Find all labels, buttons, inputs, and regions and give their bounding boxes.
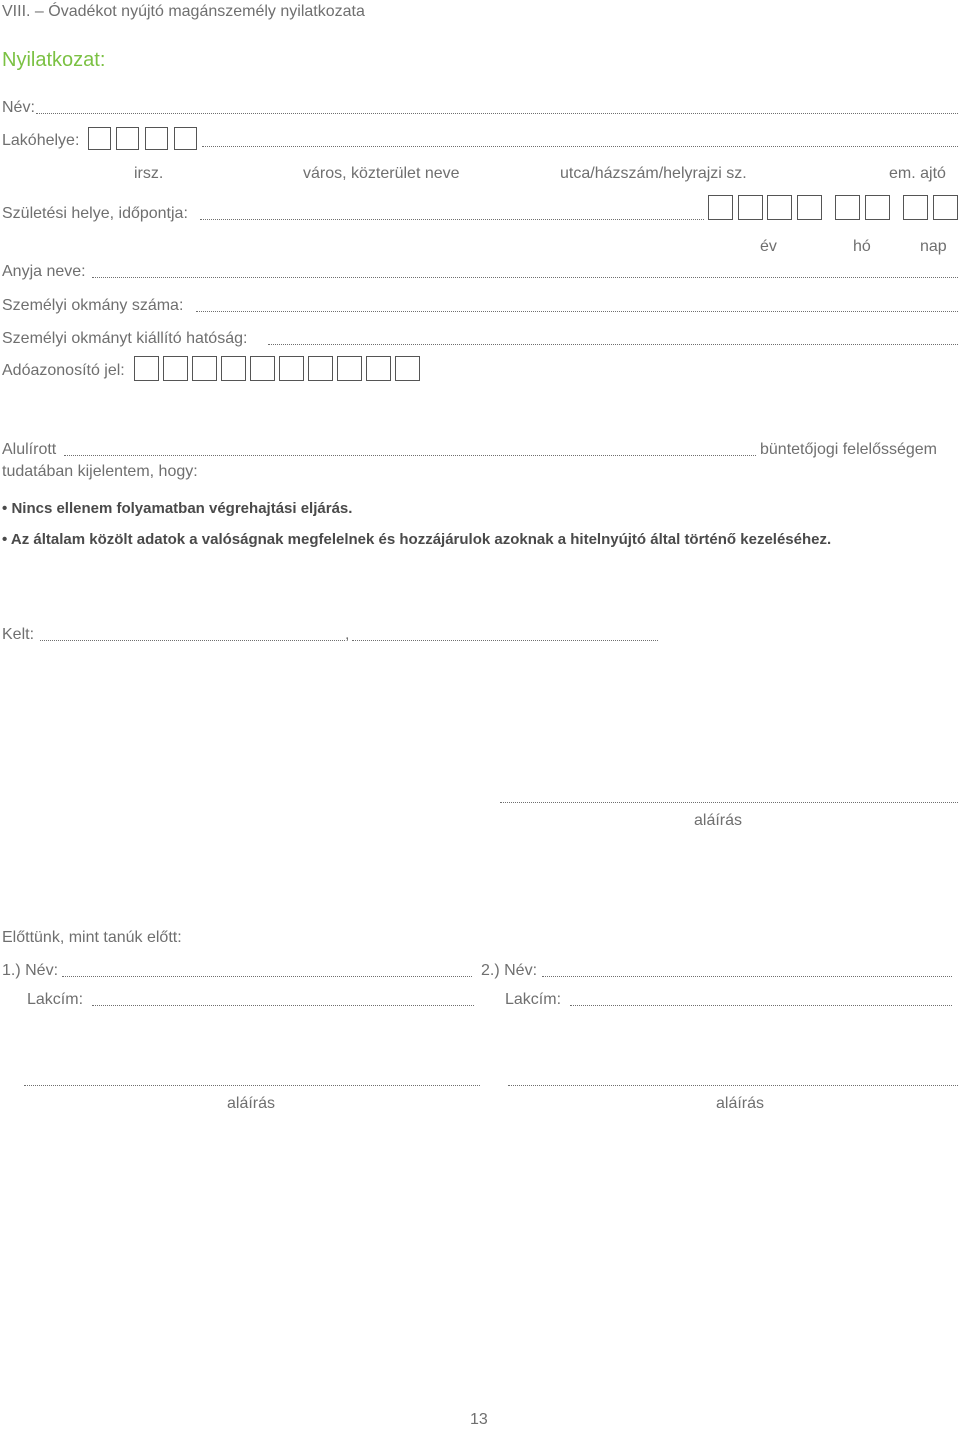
tax-id-box-3[interactable]	[192, 356, 217, 381]
name-label: Név:	[2, 99, 35, 116]
undersigned-name-field[interactable]	[64, 455, 756, 456]
mother-name-label: Anyja neve:	[2, 263, 86, 280]
postcode-box-2[interactable]	[116, 127, 139, 150]
tax-id-box-8[interactable]	[337, 356, 362, 381]
bullet-text-1: Nincs ellenem folyamatban végrehajtási eljárás.	[11, 500, 353, 517]
postcode-box-3[interactable]	[145, 127, 168, 150]
postcode-box-4[interactable]	[174, 127, 197, 150]
year-box-3[interactable]	[767, 195, 792, 220]
postcode-sublabel: irsz.	[134, 165, 164, 182]
witness2-name-label: 2.) Név:	[481, 962, 538, 979]
page-number: 13	[470, 1411, 488, 1428]
bullet-symbol: •	[2, 531, 8, 548]
header-title: Óvadékot nyújtó magánszemély nyilatkozata	[48, 3, 365, 20]
header-prefix: VIII. –	[2, 3, 44, 20]
month-box-1[interactable]	[835, 195, 860, 220]
witness2-signature-label: aláírás	[716, 1095, 765, 1112]
day-box-1[interactable]	[903, 195, 928, 220]
postcode-box-1[interactable]	[88, 127, 111, 150]
date-separator: ,	[345, 626, 350, 643]
tax-id-box-10[interactable]	[395, 356, 420, 381]
tax-id-box-4[interactable]	[221, 356, 246, 381]
date-label: Kelt:	[2, 626, 35, 643]
tax-id-box-9[interactable]	[366, 356, 391, 381]
tax-id-box-7[interactable]	[308, 356, 333, 381]
day-box-2[interactable]	[933, 195, 958, 220]
witness1-address-label: Lakcím:	[27, 991, 84, 1008]
id-number-field[interactable]	[196, 311, 958, 312]
tax-id-label: Adóazonosító jel:	[2, 362, 125, 379]
floor-door-sublabel: em. ajtó	[889, 165, 946, 182]
awareness-text: tudatában kijelentem, hogy:	[2, 463, 198, 480]
criminal-liability-text: büntetőjogi felelősségem	[760, 441, 938, 458]
witness1-name-field[interactable]	[62, 976, 472, 977]
witness1-name-label: 1.) Név:	[2, 962, 59, 979]
year-box-1[interactable]	[708, 195, 733, 220]
mother-name-field[interactable]	[92, 277, 958, 278]
city-street-sublabel: város, közterület neve	[303, 165, 460, 182]
year-sublabel: év	[760, 238, 777, 255]
witnesses-title: Előttünk, mint tanúk előtt:	[2, 929, 182, 946]
bullet-item-2	[2, 531, 831, 548]
month-box-2[interactable]	[865, 195, 890, 220]
date-place-field[interactable]	[40, 640, 345, 641]
birth-label: Születési helye, időpontja:	[2, 205, 188, 222]
section-title: Nyilatkozat:	[2, 49, 106, 71]
witness2-address-label: Lakcím:	[505, 991, 562, 1008]
tax-id-box-1[interactable]	[134, 356, 159, 381]
witness1-signature-label: aláírás	[227, 1095, 276, 1112]
bullet-symbol: •	[2, 500, 8, 517]
witness2-address-field[interactable]	[570, 1005, 952, 1006]
id-authority-field[interactable]	[268, 344, 958, 345]
year-box-2[interactable]	[738, 195, 763, 220]
house-number-sublabel: utca/házszám/helyrajzi sz.	[560, 165, 747, 182]
id-number-label: Személyi okmány száma:	[2, 297, 184, 314]
tax-id-box-6[interactable]	[279, 356, 304, 381]
header-line	[2, 2, 365, 22]
birth-place-field[interactable]	[200, 219, 704, 220]
month-sublabel: hó	[853, 238, 871, 255]
address-label: Lakóhelye:	[2, 132, 80, 149]
bullet-text-2: Az általam közölt adatok a valóságnak megfelelnek és hozzájárulok azoknak a hitelnyújtó által történő kezeléséhez.	[10, 531, 832, 548]
signature-line[interactable]	[500, 802, 958, 803]
year-box-4[interactable]	[797, 195, 822, 220]
id-authority-label: Személyi okmányt kiállító hatóság:	[2, 330, 248, 347]
witness1-signature-line[interactable]	[24, 1085, 480, 1086]
name-field[interactable]	[36, 113, 958, 114]
witness2-name-field[interactable]	[542, 976, 952, 977]
signature-label: aláírás	[694, 812, 743, 829]
witness1-address-field[interactable]	[92, 1005, 474, 1006]
tax-id-box-5[interactable]	[250, 356, 275, 381]
witness2-signature-line[interactable]	[508, 1085, 958, 1086]
date-value-field[interactable]	[352, 640, 658, 641]
tax-id-box-2[interactable]	[163, 356, 188, 381]
address-field[interactable]	[202, 146, 958, 147]
bullet-item-1	[2, 500, 352, 517]
day-sublabel: nap	[920, 238, 947, 255]
undersigned-label: Alulírott	[2, 441, 57, 458]
